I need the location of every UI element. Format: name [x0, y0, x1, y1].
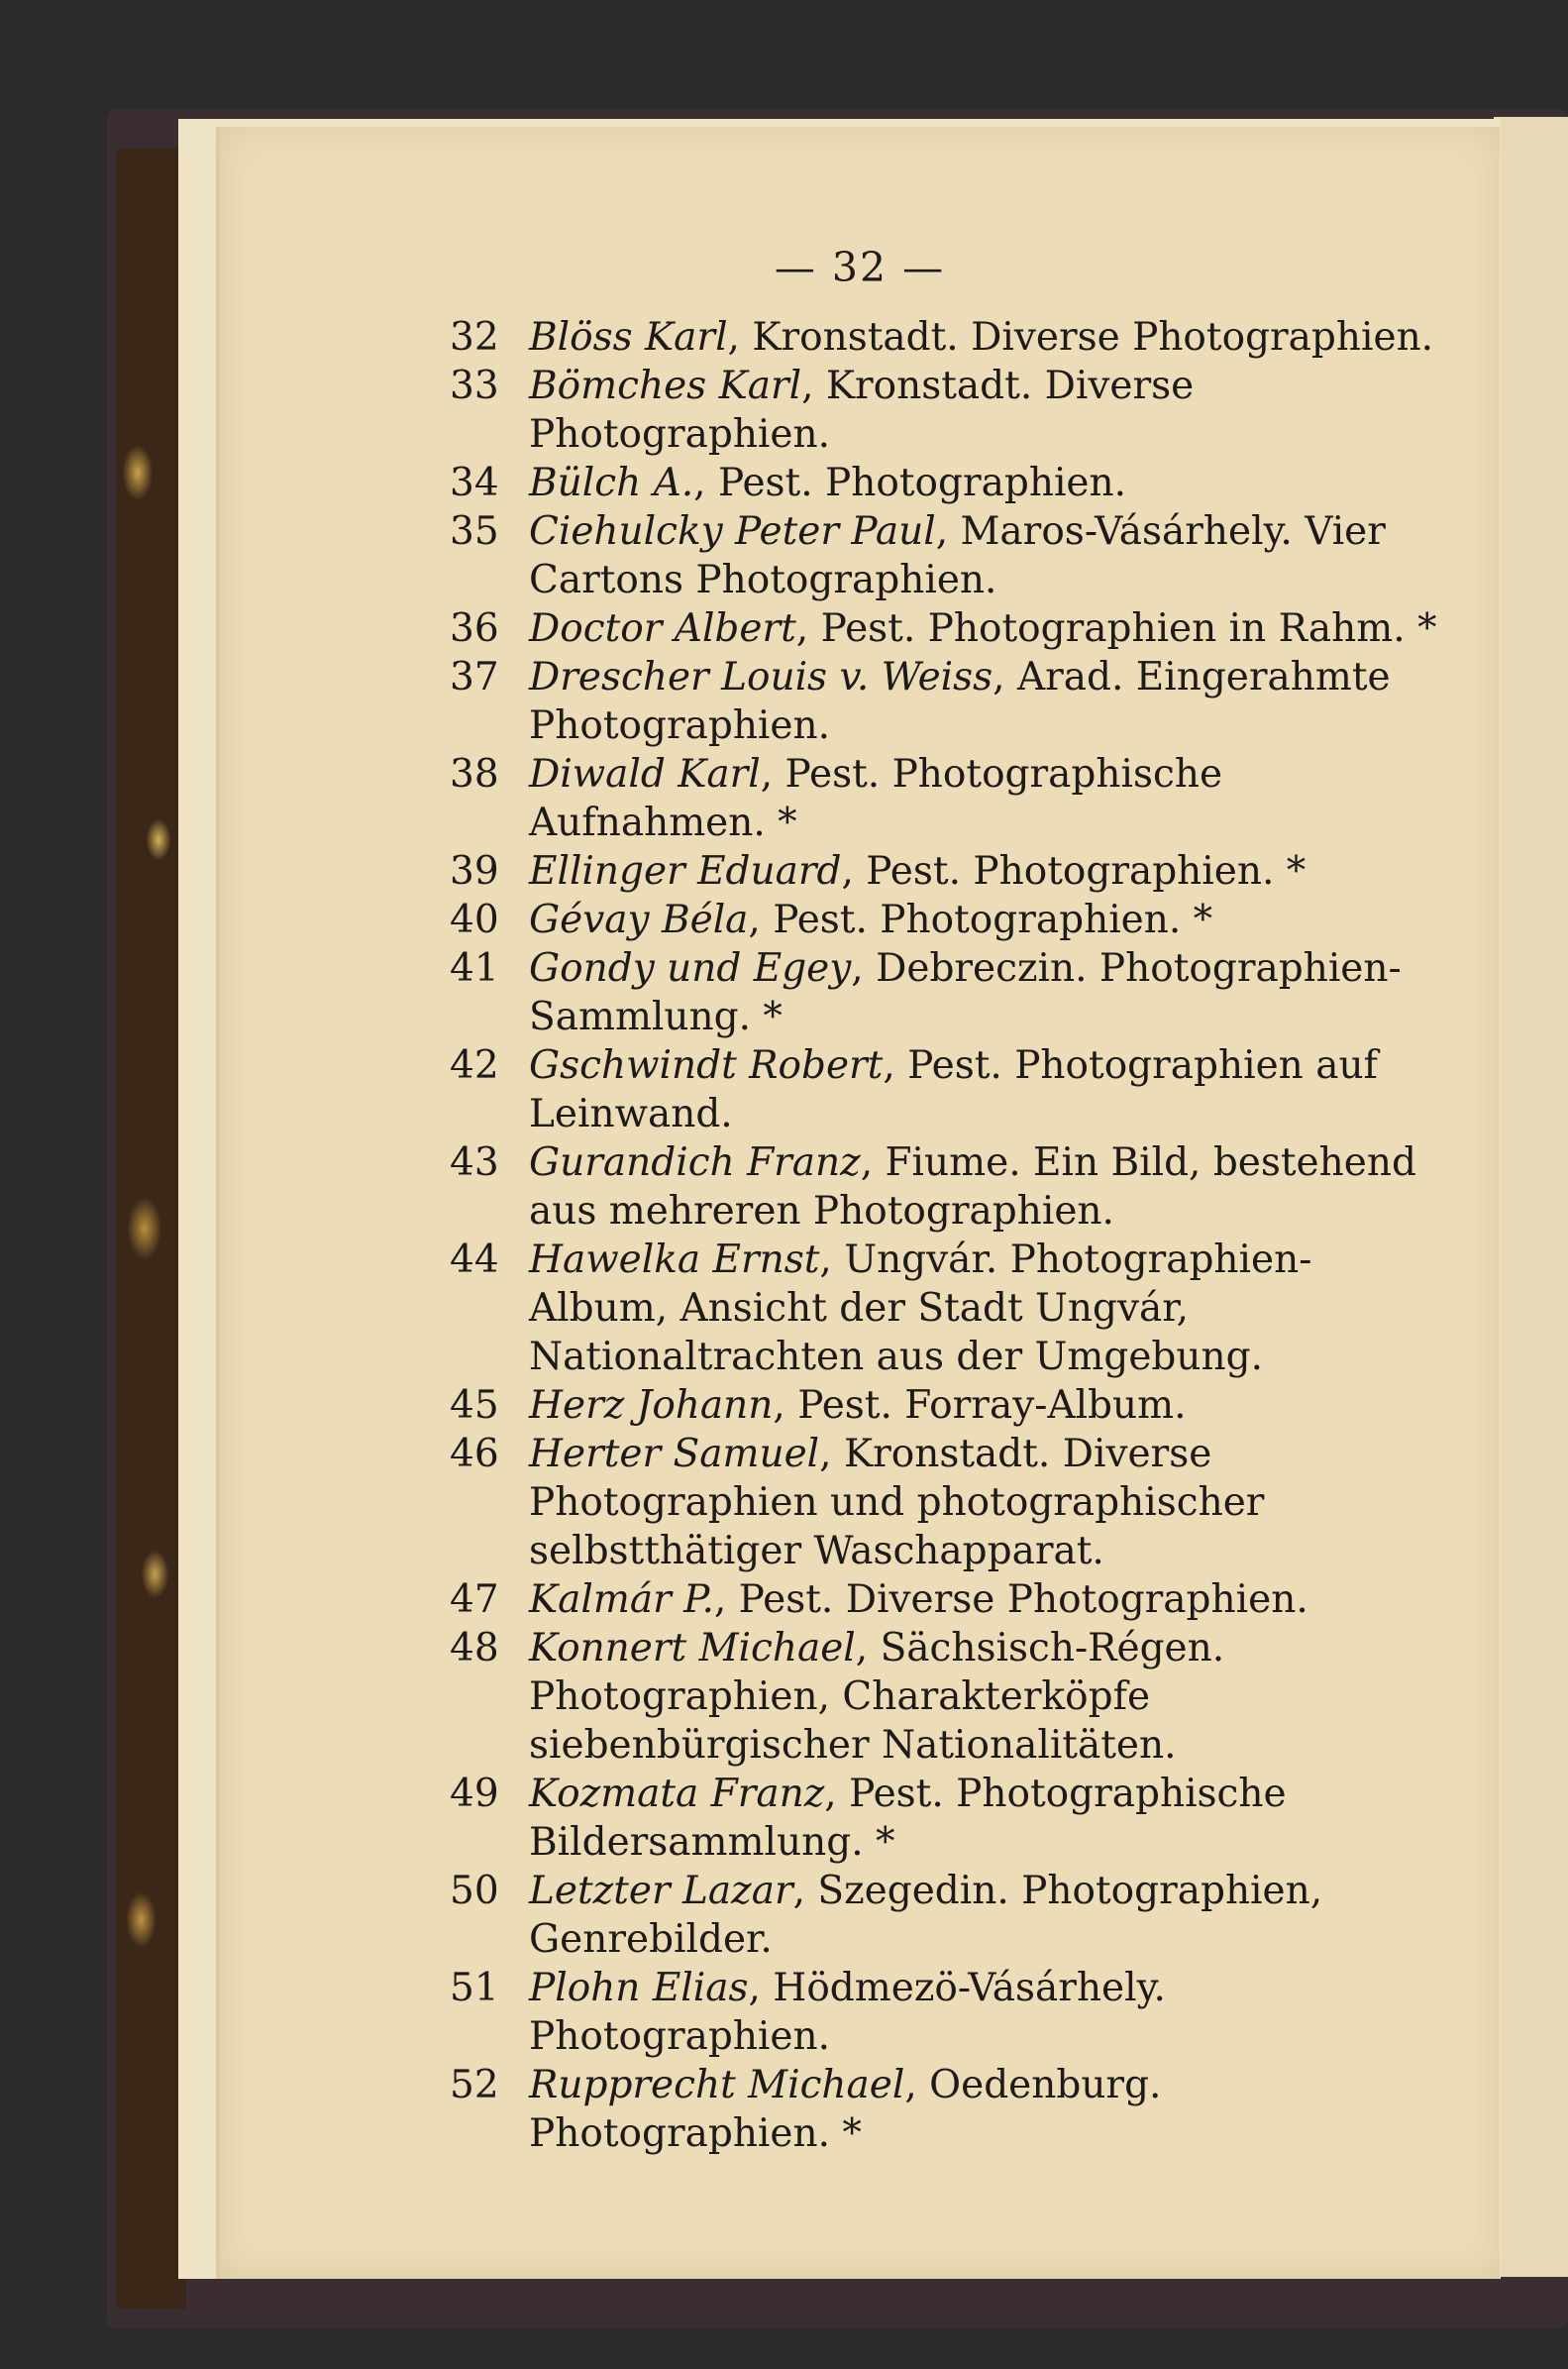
exhibitor-name: Blöss Karl: [529, 315, 728, 360]
entry-number: 50: [450, 1869, 499, 1913]
entry-number: 35: [450, 509, 499, 554]
catalog-entry-37: [450, 653, 1440, 750]
exhibitor-name: Bülch A.: [529, 461, 694, 505]
entry-description: , Kronstadt. Diverse Photographien.: [727, 315, 1434, 360]
entry-description: , Ungvár. Photographien-Album, Ansicht der Stadt Ungvár, Nationaltrachten aus der Umgebung.: [529, 1238, 1312, 1379]
marbled-spine: [117, 149, 186, 2309]
entry-description: , Hödmezö-Vásárhely. Photographien.: [529, 1966, 1166, 2059]
entry-description: , Fiume. Ein Bild, bestehend aus mehreren Photographien.: [529, 1140, 1416, 1234]
entry-description: , Debreczin. Photographien-Sammlung. *: [529, 946, 1402, 1039]
entry-number: 32: [450, 315, 499, 360]
entry-description: , Szegedin. Photographien, Genrebilder.: [529, 1869, 1323, 1962]
exhibitor-name: Drescher Louis v. Weiss: [529, 655, 993, 700]
exhibitor-name: Gurandich Franz: [529, 1140, 861, 1185]
catalog-entry-49: [450, 1770, 1440, 1867]
page-number: — 32 —: [774, 244, 946, 291]
entry-description: , Pest. Photographien auf Leinwand.: [529, 1043, 1378, 1136]
catalog-entry-42: [450, 1041, 1440, 1138]
catalog-entry-43: [450, 1138, 1440, 1236]
facing-page-edge: [1494, 117, 1568, 2277]
entry-description: , Pest. Photographien.: [693, 461, 1127, 505]
entry-description: , Maros-Vásárhely. Vier Cartons Photographien.: [529, 509, 1386, 602]
catalog-entry-52: [450, 2061, 1440, 2158]
exhibitor-name: Hawelka Ernst: [529, 1238, 820, 1282]
exhibitor-name: Gschwindt Robert: [529, 1043, 884, 1088]
catalog-entry-41: [450, 944, 1440, 1041]
entry-number: 46: [450, 1432, 499, 1476]
catalog-entry-33: [450, 362, 1440, 459]
catalog-entry-39: [450, 847, 1440, 896]
entry-description: , Pest. Photographien in Rahm. *: [795, 606, 1437, 651]
entry-number: 47: [450, 1577, 499, 1622]
catalog-entry-48: [450, 1624, 1440, 1770]
exhibitor-name: Plohn Elias: [529, 1966, 749, 2010]
entry-description: , Oedenburg. Photographien. *: [529, 2063, 1162, 2156]
book-page: [216, 127, 1500, 2279]
exhibitor-name: Konnert Michael: [529, 1626, 856, 1670]
exhibitor-name: Letzter Lazar: [529, 1869, 793, 1913]
entry-number: 33: [450, 364, 499, 408]
entry-number: 52: [450, 2063, 499, 2107]
exhibitor-name: Rupprecht Michael: [529, 2063, 905, 2107]
catalog-entry-51: [450, 1964, 1440, 2061]
entry-number: 37: [450, 655, 499, 700]
entry-number: 36: [450, 606, 499, 651]
entry-number: 40: [450, 898, 499, 942]
entry-number: 49: [450, 1772, 499, 1816]
entry-number: 41: [450, 946, 499, 991]
entry-number: 48: [450, 1626, 499, 1670]
entry-description: , Kronstadt. Diverse Photographien und photographischer selbstthätiger Waschapparat.: [529, 1432, 1265, 1573]
catalog-entry-38: [450, 750, 1440, 847]
catalog-entry-45: [450, 1381, 1440, 1430]
catalog-entry-40: [450, 896, 1440, 944]
exhibitor-name: Gévay Béla: [529, 898, 749, 942]
exhibitor-name: Diwald Karl: [529, 752, 761, 797]
entry-description: , Pest. Photographische Aufnahmen. *: [529, 752, 1223, 845]
catalog-entry-32: [450, 313, 1440, 362]
entry-number: 51: [450, 1966, 499, 2010]
entry-description: , Pest. Forray-Album.: [773, 1383, 1187, 1428]
exhibitor-name: Kozmata Franz: [529, 1772, 825, 1816]
exhibitor-name: Kalmár P.: [529, 1577, 714, 1622]
entry-description: , Pest. Photographische Bildersammlung. *: [529, 1772, 1287, 1865]
entry-number: 44: [450, 1238, 499, 1282]
entry-number: 45: [450, 1383, 499, 1428]
exhibitor-name: Ciehulcky Peter Paul: [529, 509, 936, 554]
exhibitor-name: Herz Johann: [529, 1383, 774, 1428]
catalog-entry-50: [450, 1867, 1440, 1964]
catalog-entry-44: [450, 1236, 1440, 1381]
entry-description: , Arad. Eingerahmte Photographien.: [529, 655, 1391, 748]
exhibitor-name: Ellinger Eduard: [529, 849, 842, 894]
exhibitor-name: Bömches Karl: [529, 364, 802, 408]
exhibitor-name: Herter Samuel: [529, 1432, 820, 1476]
catalog-entry-36: [450, 604, 1440, 653]
catalog-entry-35: [450, 507, 1440, 604]
exhibitor-name: Doctor Albert: [529, 606, 796, 651]
catalog-entry-46: [450, 1430, 1440, 1575]
entry-list: [450, 313, 1440, 2158]
entry-number: 39: [450, 849, 499, 894]
entry-description: , Sächsisch-Régen. Photographien, Charakterköpfe siebenbürgischer Nationalitäten.: [529, 1626, 1225, 1768]
exhibitor-name: Gondy und Egey: [529, 946, 852, 991]
entry-description: , Kronstadt. Diverse Photographien.: [529, 364, 1195, 457]
entry-number: 42: [450, 1043, 499, 1088]
catalog-entry-47: [450, 1575, 1440, 1624]
entry-description: , Pest. Photographien. *: [748, 898, 1213, 942]
entry-description: , Pest. Photographien. *: [841, 849, 1307, 894]
entry-number: 34: [450, 461, 499, 505]
entry-number: 38: [450, 752, 499, 797]
entry-description: , Pest. Diverse Photographien.: [713, 1577, 1308, 1622]
entry-number: 43: [450, 1140, 499, 1185]
catalog-entry-34: [450, 459, 1440, 507]
